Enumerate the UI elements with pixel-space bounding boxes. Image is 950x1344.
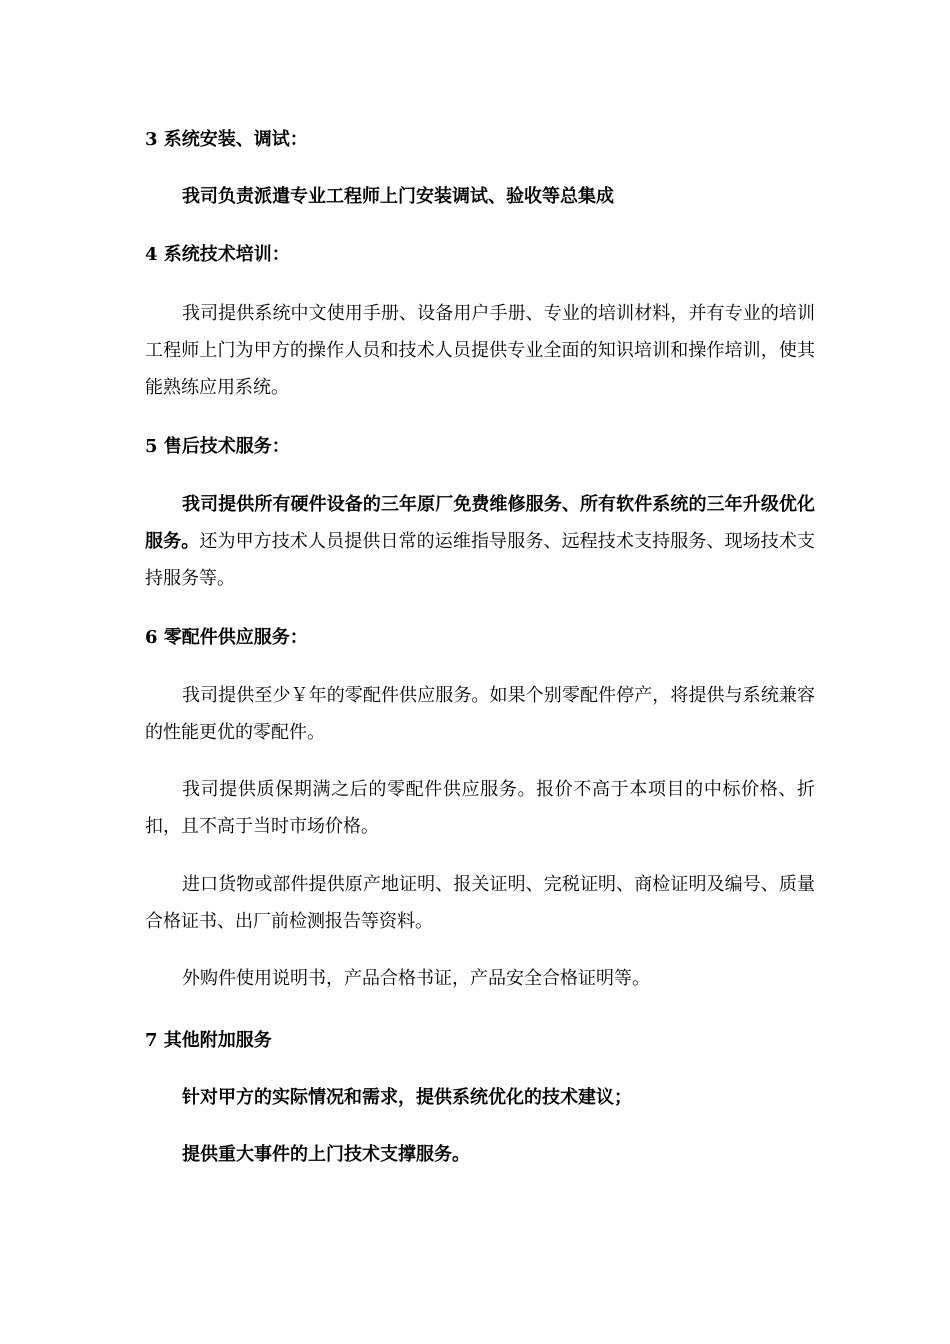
section-7-paragraph-1: 针对甲方的实际情况和需求，提供系统优化的技术建议； [182,1087,632,1108]
section-3-paragraph-1: 我司负责派遣专业工程师上门安装调试、验收等总集成 [182,186,614,207]
section-5-paragraph-1-bold: 我司提供所有硬件设备的三年原厂免费维修服务、所有软件系统的三年升级优化服务。 [145,494,815,552]
section-6-paragraph-3: 进口货物或部件提供原产地证明、报关证明、完税证明、商检证明及编号、质量合格证书、出厂前检测报告等资料。 [145,874,815,932]
section-5-paragraph-1 [145,486,815,597]
section-4-paragraph-1: 我司提供系统中文使用手册、设备用户手册、专业的培训材料，并有专业的培训工程师上门为甲方的操作人员和技术人员提供专业全面的知识培训和操作培训，使其能熟练应用系统。 [145,303,815,398]
section-6-paragraph-2: 我司提供质保期满之后的零配件供应服务。报价不高于本项目的中标价格、折扣，且不高于当时市场价格。 [145,779,815,837]
section-5-paragraph-1-normal: 还为甲方技术人员提供日常的运维指导服务、远程技术支持服务、现场技术支持服务等。 [145,531,816,589]
section-3-heading: 3 系统安装、调试： [145,129,308,150]
section-6-heading: 6 零配件供应服务： [145,627,308,648]
section-6-paragraph-1: 我司提供至少￥年的零配件供应服务。如果个别零配件停产，将提供与系统兼容的性能更优的零配件。 [145,685,815,743]
section-5-heading: 5 售后技术服务： [145,436,290,457]
section-6-paragraph-4: 外购件使用说明书，产品合格书证，产品安全合格证明等。 [182,968,650,989]
section-4-heading: 4 系统技术培训： [145,244,290,265]
section-7-heading: 7 其他附加服务 [145,1030,272,1051]
section-7-paragraph-2: 提供重大事件的上门技术支撑服务。 [182,1144,470,1165]
